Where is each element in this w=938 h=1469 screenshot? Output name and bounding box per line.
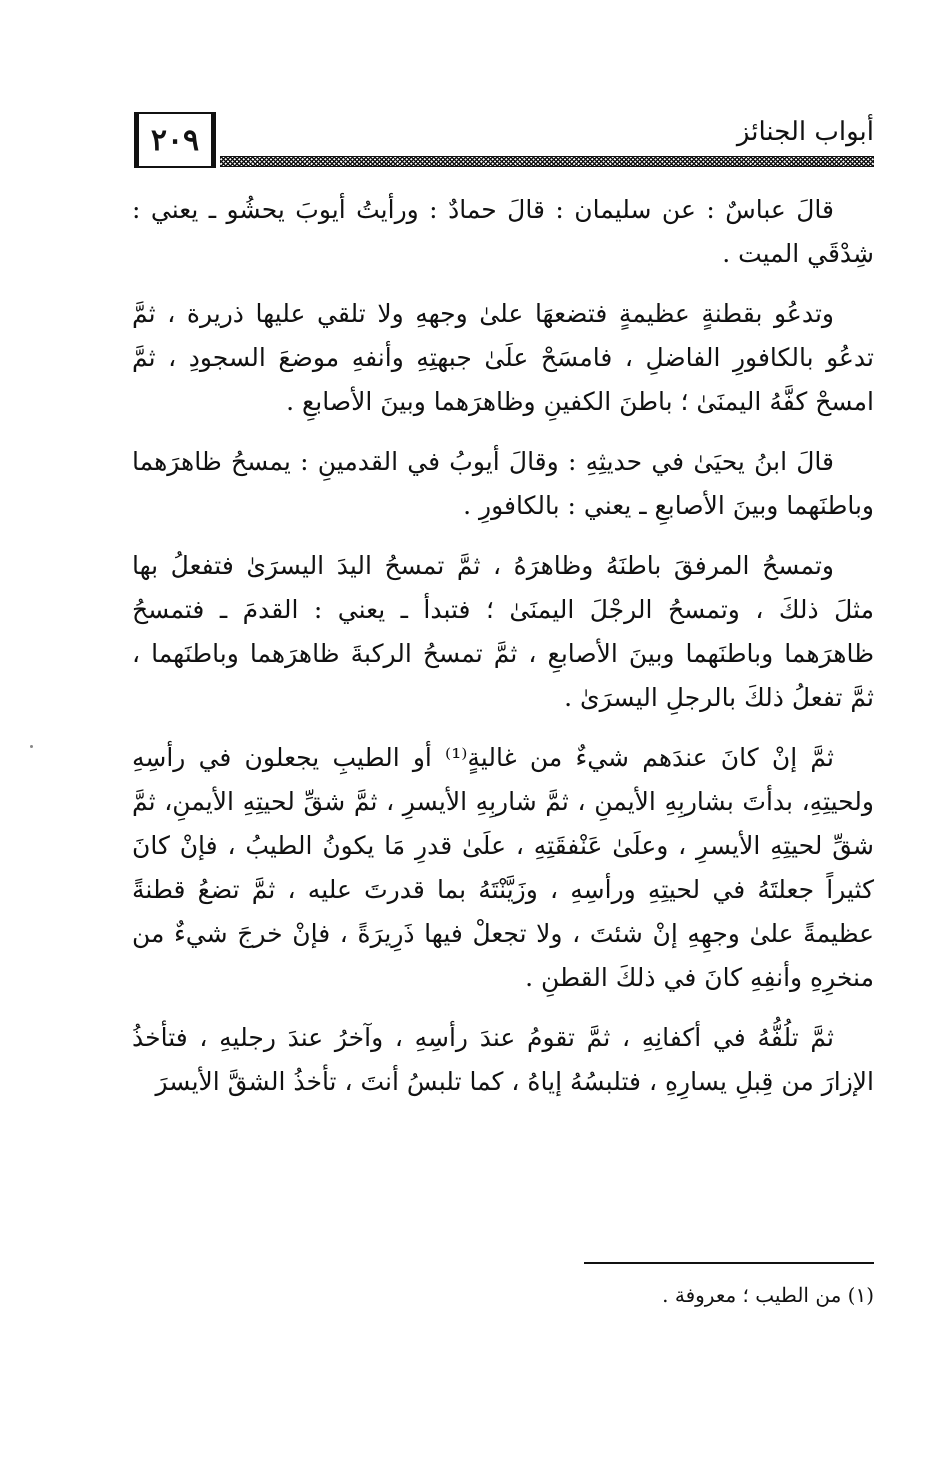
paragraph-4: وتمسحُ المرفقَ باطنَهُ وظاهرَهُ ، ثمَّ تمسحُ اليدَ اليسرَىٰ فتفعلُ بها مثلَ ذلكَ ، وتمسحُ الرجْلَ اليمنَىٰ ؛ فتبدأ ـ يعني : القدمَ ـ فتمسحُ ظاهرَهما وباطنَهما وبينَ الأصابعِ ، ثمَّ تمسحُ الركبةَ ظاهرَهما وباطنَهما ، ثمَّ تفعلُ ذلكَ بالرجلِ اليسرَىٰ . (132, 551, 874, 712)
running-title: أبواب الجنائز (736, 117, 874, 147)
main-text (132, 188, 874, 1120)
paragraph-2: وتدعُو بقطنةٍ عظيمةٍ فتضعهَا علىٰ وجههِ ولا تلقي عليها ذريرة ، ثمَّ تدعُو بالكافورِ الفاضلِ ، فامسَحْ علَىٰ جبهتِهِ وأنفهِ موضعَ السجودِ ، ثمَّ امسحْ كفَّهُ اليمنَىٰ ؛ باطنَ الكفينِ وظاهرَهما وبينَ الأصابعِ . (132, 299, 874, 416)
footnote-separator (584, 1262, 874, 1264)
paragraph-3: قالَ ابنُ يحيَىٰ في حديثِهِ : وقالَ أيوبُ في القدمينِ : يمسحُ ظاهرَهما وباطنَهما وبينَ الأصابعِ ـ يعني : بالكافورِ . (132, 447, 874, 520)
paragraph-1: قالَ عباسٌ : عن سليمان : قالَ حمادٌ : ورأيتُ أيوبَ يحشُو ـ يعني : شِدْقَي الميت . (132, 195, 874, 268)
scan-speck (30, 745, 33, 748)
paragraph-5: ثمَّ إنْ كانَ عندَهم شيءٌ من غاليةٍ⁽¹⁾ أو الطيبِ يجعلون في رأسِهِ ولحيتِهِ، بدأتَ بشاربِهِ الأيمنِ ، ثمَّ شاربِهِ الأيسرِ ، ثمَّ شقِّ لحيتِهِ الأيمنِ، ثمَّ شقِّ لحيتِهِ الأيسرِ ، وعلَىٰ عَنْفقَتِهِ ، علَىٰ قدرِ مَا يكونُ الطيبُ ، فإنْ كانَ كثيراً جعلتَهُ في لحيتِهِ ورأسِهِ ، وزَيَّنْتَهُ بما قدرتَ عليه ، ثمَّ تضعُ قطنةً عظيمةً علىٰ وجهِهِ إنْ شئتَ ، ولا تجعلْ فيها ذَرِيرَةً ، فإنْ خرجَ شيءٌ من منخرِهِ وأنفِهِ كانَ في ذلكَ القطنِ . (132, 743, 874, 992)
page-number: ٢٠٩ (134, 112, 216, 168)
paragraph-6: ثمَّ تلُفُّهُ في أكفانِهِ ، ثمَّ تقومُ عندَ رأسِهِ ، وآخرُ عندَ رجليهِ ، فتأخذُ الإزارَ من قِبلِ يسارِهِ ، فتلبسُهُ إياهُ ، كما تلبسُ أنتَ ، تأخذُ الشقَّ الأيسرَ (132, 1023, 874, 1096)
header-decorative-rule (220, 156, 874, 167)
page-header (134, 112, 874, 176)
footnote: (١) من الطيب ؛ معروفة . (662, 1283, 874, 1307)
